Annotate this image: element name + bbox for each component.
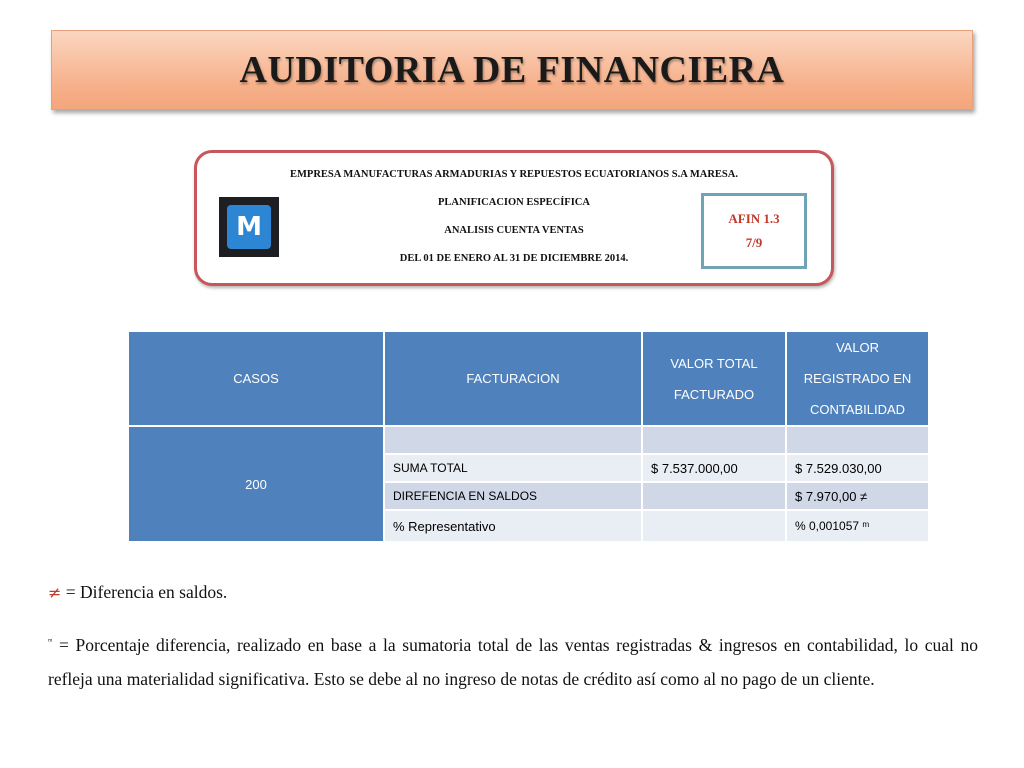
planning-label: PLANIFICACION ESPECÍFICA: [438, 197, 590, 208]
header-valor-total: VALOR TOTAL FACTURADO: [642, 331, 786, 426]
row-total: [642, 426, 786, 454]
row-registrado: % 0,001057 ᵐ: [786, 510, 929, 542]
analysis-label: ANALISIS CUENTA VENTAS: [444, 225, 584, 236]
case-count: 200: [128, 426, 384, 542]
not-equal-icon: ≠: [48, 583, 62, 602]
note-percentage: [48, 624, 978, 696]
row-total: $ 7.537.000,00: [642, 454, 786, 482]
sales-analysis-table: [127, 330, 930, 543]
company-logo: [219, 197, 279, 257]
note-difference-text: = Diferencia en saldos.: [61, 582, 228, 602]
row-label: SUMA TOTAL: [384, 454, 642, 482]
page-title: AUDITORIA DE FINANCIERA: [239, 49, 785, 91]
page-number: 7/9: [745, 235, 763, 250]
logo-m-icon: M: [227, 205, 271, 249]
table-header-row: [128, 331, 929, 426]
note-difference: [48, 582, 978, 603]
header-casos: CASOS: [128, 331, 384, 426]
title-banner: [51, 30, 973, 110]
row-registrado: $ 7.970,00 ≠: [786, 482, 929, 510]
period-label: DEL 01 DE ENERO AL 31 DE DICIEMBRE 2014.: [399, 253, 629, 264]
reference-code-box: [701, 193, 807, 269]
row-total: [642, 510, 786, 542]
reference-code: AFIN 1.3: [728, 211, 780, 226]
note-percentage-text: = Porcentaje diferencia, realizado en base a la sumatoria total de las ventas registradas & ingresos en contabilidad, lo cual no refleja una materialidad significativa. Esto se debe al no ingreso de notas de crédito así como al no pago de un cliente.: [48, 634, 978, 689]
header-card: [194, 150, 834, 286]
header-facturacion: FACTURACION: [384, 331, 642, 426]
row-label: DIREFENCIA EN SALDOS: [384, 482, 642, 510]
row-label: [384, 426, 642, 454]
table-row: [128, 426, 929, 454]
row-registrado: [786, 426, 929, 454]
row-registrado: $ 7.529.030,00: [786, 454, 929, 482]
header-valor-registrado: VALOR REGISTRADO EN CONTABILIDAD: [786, 331, 929, 426]
materiality-mark-icon: ᵐ: [48, 636, 53, 646]
company-name: EMPRESA MANUFACTURAS ARMADURIAS Y REPUESTOS ECUATORIANOS S.A MARESA.: [290, 169, 738, 180]
row-label: % Representativo: [384, 510, 642, 542]
row-total: [642, 482, 786, 510]
